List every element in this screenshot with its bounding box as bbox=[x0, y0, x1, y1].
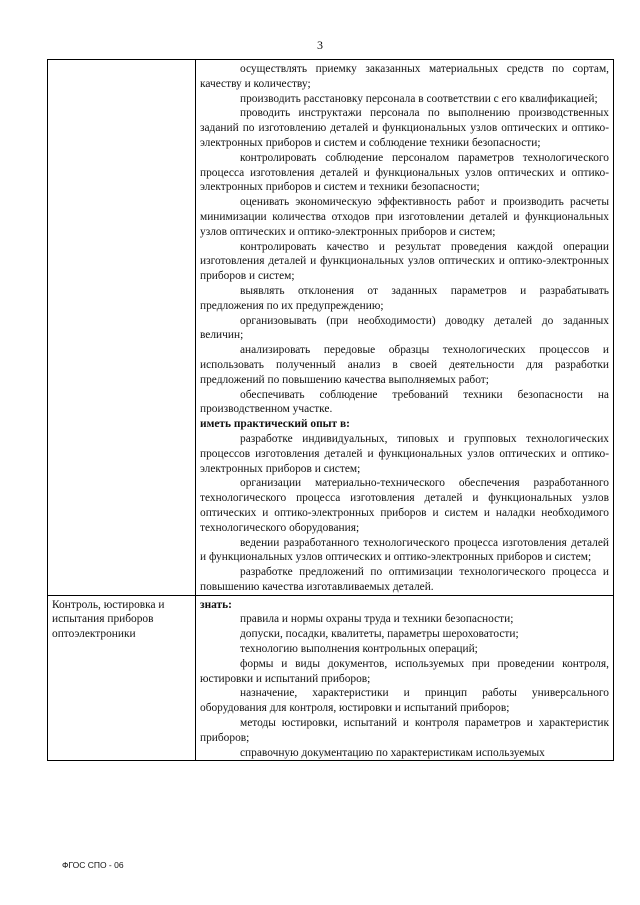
list-item: методы юстировки, испытаний и контроля параметров и характеристик приборов; bbox=[200, 717, 609, 744]
list-item: оценивать экономическую эффективность работ и производить расчеты минимизации количества отходов при изготовлении деталей и функциональных узлов оптических и оптико-электронных приборов и систем; bbox=[200, 196, 609, 238]
list-item: правила и нормы охраны труда и техники безопасности; bbox=[240, 613, 514, 626]
row2-right-cell bbox=[196, 595, 614, 761]
list-item: выявлять отклонения от заданных параметров и разрабатывать предложения по их предупреждению; bbox=[200, 284, 609, 312]
list-item: анализировать передовые образцы технологических процессов и использовать полученный анализ в своей деятельности для разработки предложений по повышению качества выполняемых работ; bbox=[200, 344, 609, 386]
row1-right-cell bbox=[196, 60, 614, 596]
list-item: обеспечивать соблюдение требований техники безопасности на производственном участке. bbox=[200, 388, 609, 416]
list-item: проводить инструктажи персонала по выполнению производственных заданий по изготовлению деталей и функциональных узлов оптических и оптико-электронных приборов и систем и соблюдение техники безопасности; bbox=[200, 107, 609, 149]
list-item: организовывать (при необходимости) доводку деталей до заданных величин; bbox=[200, 314, 609, 342]
list-item: разработке индивидуальных, типовых и групповых технологических процессов изготовления деталей и функциональных узлов оптических и оптико-электронных приборов и систем; bbox=[200, 432, 609, 475]
list-item: ведении разработанного технологического процесса изготовления деталей и функциональных узлов оптических и оптико-электронных приборов и систем; bbox=[200, 536, 609, 564]
list-item: контролировать соблюдение персоналом параметров технологического процесса изготовления деталей и функциональных узлов оптических и оптико-электронных приборов и систем и техники безопасности; bbox=[200, 151, 609, 194]
list-item: осуществлять приемку заказанных материальных средств по сортам, качеству и количеству; bbox=[200, 63, 609, 90]
know-header: знать: bbox=[200, 598, 232, 611]
list-item: производить расстановку персонала в соответствии с его квалификацией; bbox=[240, 92, 598, 105]
list-item: организации материально-технического обеспечения разработанного технологического процесса изготовления деталей и функциональных узлов оптических и оптико-электронных приборов и систем и наладки необходимого технологического оборудования; bbox=[200, 477, 609, 534]
document-footer: ФГОС СПО - 06 bbox=[62, 860, 124, 870]
list-item: назначение, характеристики и принцип работы универсального оборудования для контроля, юстировки и испытаний приборов; bbox=[200, 687, 609, 715]
competency-table bbox=[47, 59, 614, 761]
table-row bbox=[48, 595, 614, 761]
list-item: разработке предложений по оптимизации технологического процесса и повышению качества изготавливаемых деталей. bbox=[200, 566, 609, 593]
page-number: 3 bbox=[317, 38, 323, 52]
list-item: технологию выполнения контрольных операций; bbox=[240, 643, 478, 656]
table-row bbox=[48, 60, 614, 596]
experience-header: иметь практический опыт в: bbox=[200, 418, 350, 431]
list-item: контролировать качество и результат проведения каждой операции изготовления деталей и функциональных узлов оптических и оптико-электронных приборов и систем; bbox=[200, 240, 609, 283]
list-item: допуски, посадки, квалитеты, параметры шероховатости; bbox=[240, 628, 519, 641]
row1-left-cell bbox=[48, 60, 196, 596]
list-item: формы и виды документов, используемых при проведении контроля, юстировки и испытаний приборов; bbox=[200, 657, 609, 685]
row2-left-cell bbox=[48, 595, 196, 761]
list-item: справочную документацию по характеристикам используемых bbox=[240, 746, 545, 759]
module-title: Контроль, юстировка и испытания приборов оптоэлектроники bbox=[52, 598, 165, 641]
